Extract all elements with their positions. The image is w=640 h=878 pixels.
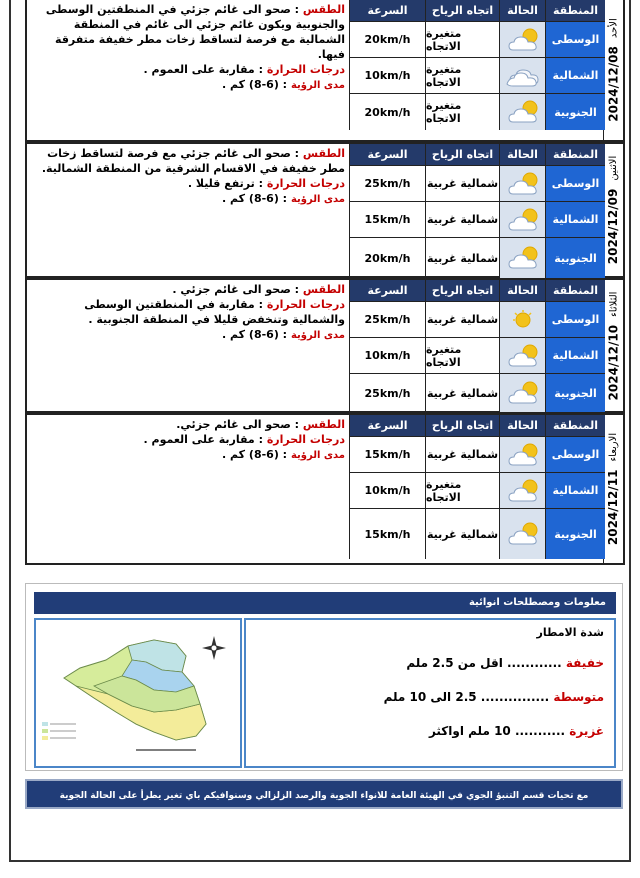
- rain-range: ........... 10 ملم اواكثر: [428, 724, 566, 738]
- header-state: الحالة: [499, 144, 545, 165]
- forecast-days: [25, 0, 625, 565]
- rain-level-heavy: [429, 724, 604, 738]
- cloudy-icon: [499, 58, 545, 93]
- rain-level-light: [406, 656, 604, 670]
- rain-range: ............ اقل من 2.5 ملم: [406, 656, 562, 670]
- table-row: [349, 473, 605, 509]
- forecast-day: [25, 278, 625, 413]
- visibility-line: [31, 327, 345, 343]
- temperature-label: درجات الحرارة: [266, 177, 345, 190]
- table-header: [349, 280, 605, 302]
- temperature-line: [31, 432, 345, 447]
- date-label: [607, 156, 621, 264]
- weather-line: [31, 146, 345, 176]
- weather-line: [31, 417, 345, 432]
- table-header: [349, 415, 605, 437]
- wind-speed: 15km/h: [349, 202, 425, 237]
- day-name: الاربعاء: [608, 432, 620, 462]
- region-name: الجنوبية: [545, 238, 605, 278]
- weather-label: الطقس: [302, 418, 345, 431]
- table-row: [349, 238, 605, 278]
- temperature-text: : مقاربة في المنطقتين الوسطى والشمالية وتنخفض قليلا في المنطقة الجنوبية .: [84, 298, 345, 326]
- wind-direction: متغيرة الاتجاه: [425, 94, 499, 130]
- region-name: الوسطى: [545, 22, 605, 57]
- wind-speed: 10km/h: [349, 473, 425, 508]
- wind-speed: 20km/h: [349, 238, 425, 278]
- rain-level-moderate: [384, 690, 604, 704]
- region-name: الوسطى: [545, 166, 605, 201]
- forecast-day: [25, 0, 625, 142]
- table-header: [349, 0, 605, 22]
- visibility-line: [31, 77, 345, 93]
- wind-direction: شمالية غربية: [425, 509, 499, 559]
- wind-direction: متغيرة الاتجاه: [425, 473, 499, 508]
- wind-speed: 20km/h: [349, 94, 425, 130]
- table-header: [349, 144, 605, 166]
- info-panel: [25, 583, 623, 771]
- temperature-line: [31, 297, 345, 327]
- visibility-line: [31, 191, 345, 207]
- temperature-label: درجات الحرارة: [266, 433, 345, 446]
- temperature-line: [31, 176, 345, 191]
- wind-speed: 25km/h: [349, 374, 425, 412]
- header-region: المنطقة: [545, 280, 605, 301]
- region-name: الجنوبية: [545, 374, 605, 412]
- header-wind-dir: اتجاه الرياح: [425, 144, 499, 165]
- compass-rose-icon: [202, 636, 226, 660]
- visibility-text: : (6-8) كم .: [222, 448, 288, 461]
- wind-speed: 20km/h: [349, 22, 425, 57]
- temperature-label: درجات الحرارة: [266, 298, 345, 311]
- header-wind-dir: اتجاه الرياح: [425, 280, 499, 301]
- header-region: المنطقة: [545, 415, 605, 436]
- wind-speed: 15km/h: [349, 437, 425, 472]
- weather-label: الطقس: [302, 147, 345, 160]
- partly-cloudy-icon: [499, 238, 545, 278]
- wind-speed: 25km/h: [349, 302, 425, 337]
- region-name: الشمالية: [545, 473, 605, 508]
- wind-direction: شمالية غربية: [425, 202, 499, 237]
- iraq-map-graphic: [36, 620, 240, 766]
- region-name: الوسطى: [545, 437, 605, 472]
- region-table: [349, 0, 605, 140]
- visibility-text: : (6-8) كم .: [222, 78, 288, 91]
- date-label: [607, 433, 621, 545]
- region-name: الجنوبية: [545, 509, 605, 559]
- temperature-text: : ترتفع قليلا .: [187, 177, 263, 190]
- temperature-text: : مقاربة على العموم .: [143, 433, 263, 446]
- rain-range: ............... 2.5 الى 10 ملم: [383, 690, 550, 704]
- day-date: 2024/12/11: [606, 469, 621, 546]
- wind-direction: شمالية غربية: [425, 166, 499, 201]
- visibility-label: مدى الرؤية: [290, 80, 345, 91]
- footer-note: مع تحيات قسم التنبؤ الجوي في الهيئة العامة للانواء الجوية والرصد الزلزالي وسنوافيكم باي تغير يطرأ على الحالة الجوية: [25, 779, 623, 809]
- header-wind-dir: اتجاه الرياح: [425, 415, 499, 436]
- weather-text: : صحو الى غائم جزئي .: [172, 283, 300, 296]
- date-label: [607, 18, 621, 121]
- forecast-day: [25, 413, 625, 565]
- wind-direction: متغيرة الاتجاه: [425, 338, 499, 373]
- day-date: 2024/12/10: [606, 324, 621, 400]
- wind-direction: شمالية غربية: [425, 302, 499, 337]
- rain-category: خفيفة: [565, 656, 604, 670]
- forecast-day: [25, 142, 625, 278]
- weather-line: [31, 282, 345, 297]
- wind-speed: 10km/h: [349, 58, 425, 93]
- table-row: [349, 374, 605, 412]
- region-table: [349, 280, 605, 411]
- partly-cloudy-icon: [499, 374, 545, 412]
- visibility-text: : (6-8) كم .: [222, 328, 288, 341]
- wind-speed: 10km/h: [349, 338, 425, 373]
- day-name: الثلاثاء: [608, 291, 619, 317]
- header-speed: السرعة: [349, 280, 425, 301]
- visibility-line: [31, 447, 345, 463]
- rain-category: غزيرة: [569, 724, 604, 738]
- table-row: [349, 338, 605, 374]
- header-speed: السرعة: [349, 0, 425, 21]
- table-row: [349, 58, 605, 94]
- wind-direction: شمالية غربية: [425, 437, 499, 472]
- wind-direction: شمالية غربية: [425, 374, 499, 412]
- wind-direction: شمالية غربية: [425, 238, 499, 278]
- forecast-description: [31, 417, 345, 463]
- wind-direction: متغيرة الاتجاه: [425, 22, 499, 57]
- weather-text: : صحو الى غائم جزئي مع فرصة لتساقط زخات مطر خفيفة في الاقسام الشرقية من المنطقة الشمالية.: [41, 147, 345, 175]
- rain-intensity-box: [244, 618, 616, 768]
- wind-speed: 25km/h: [349, 166, 425, 201]
- partly-cloudy-icon: [499, 166, 545, 201]
- header-region: المنطقة: [545, 144, 605, 165]
- partly-cloudy-icon: [499, 473, 545, 508]
- wind-speed: 15km/h: [349, 509, 425, 559]
- partly-cloudy-icon: [499, 338, 545, 373]
- info-header: معلومات ومصطلحات انوائية: [34, 592, 616, 614]
- region-name: الشمالية: [545, 338, 605, 373]
- weather-label: الطقس: [302, 283, 345, 296]
- table-row: [349, 22, 605, 58]
- visibility-label: مدى الرؤية: [290, 330, 345, 341]
- region-name: الجنوبية: [545, 94, 605, 130]
- partly-cloudy-icon: [499, 22, 545, 57]
- visibility-label: مدى الرؤية: [290, 450, 345, 461]
- day-date: 2024/12/08: [606, 46, 621, 122]
- weather-text: : صحو الى غائم جزئي.: [176, 418, 300, 431]
- region-table: [349, 144, 605, 276]
- forecast-description: [31, 146, 345, 207]
- region-name: الوسطى: [545, 302, 605, 337]
- wind-direction: متغيرة الاتجاه: [425, 58, 499, 93]
- date-column: [603, 280, 623, 411]
- rain-title: شدة الامطار: [536, 626, 604, 639]
- header-speed: السرعة: [349, 415, 425, 436]
- header-state: الحالة: [499, 0, 545, 21]
- header-state: الحالة: [499, 280, 545, 301]
- header-speed: السرعة: [349, 144, 425, 165]
- header-wind-dir: اتجاه الرياح: [425, 0, 499, 21]
- table-row: [349, 509, 605, 559]
- temperature-label: درجات الحرارة: [266, 63, 345, 76]
- table-row: [349, 94, 605, 130]
- weather-label: الطقس: [302, 3, 345, 16]
- day-name: الأحد: [608, 18, 620, 39]
- iraq-map: [34, 618, 242, 768]
- date-label: [607, 291, 621, 400]
- rain-category: متوسطة: [553, 690, 604, 704]
- header-state: الحالة: [499, 415, 545, 436]
- forecast-description: [31, 2, 345, 93]
- temperature-line: [31, 62, 345, 77]
- date-column: [603, 415, 623, 563]
- region-name: الشمالية: [545, 58, 605, 93]
- partly-cloudy-icon: [499, 509, 545, 559]
- temperature-text: : مقاربة على العموم .: [143, 63, 263, 76]
- date-column: [603, 0, 623, 140]
- sun-icon: [499, 302, 545, 337]
- table-row: [349, 166, 605, 202]
- header-region: المنطقة: [545, 0, 605, 21]
- region-name: الشمالية: [545, 202, 605, 237]
- partly-cloudy-icon: [499, 94, 545, 130]
- table-row: [349, 437, 605, 473]
- partly-cloudy-icon: [499, 437, 545, 472]
- day-name: الاثنين: [608, 155, 620, 181]
- table-row: [349, 302, 605, 338]
- weather-line: [31, 2, 345, 62]
- visibility-label: مدى الرؤية: [290, 194, 345, 205]
- visibility-text: : (6-8) كم .: [222, 192, 288, 205]
- table-row: [349, 202, 605, 238]
- date-column: [603, 144, 623, 276]
- day-date: 2024/12/09: [606, 188, 621, 265]
- forecast-description: [31, 282, 345, 343]
- region-table: [349, 415, 605, 563]
- partly-cloudy-icon: [499, 202, 545, 237]
- weather-text: : صحو الى غائم جزئي في المنطقتين الوسطى والجنوبية ويكون غائم جزئي الى غائم في المنطقة الشمالية مع فرصة لتساقط زخات مطر خفيفة متفرقة فيها.: [45, 3, 345, 61]
